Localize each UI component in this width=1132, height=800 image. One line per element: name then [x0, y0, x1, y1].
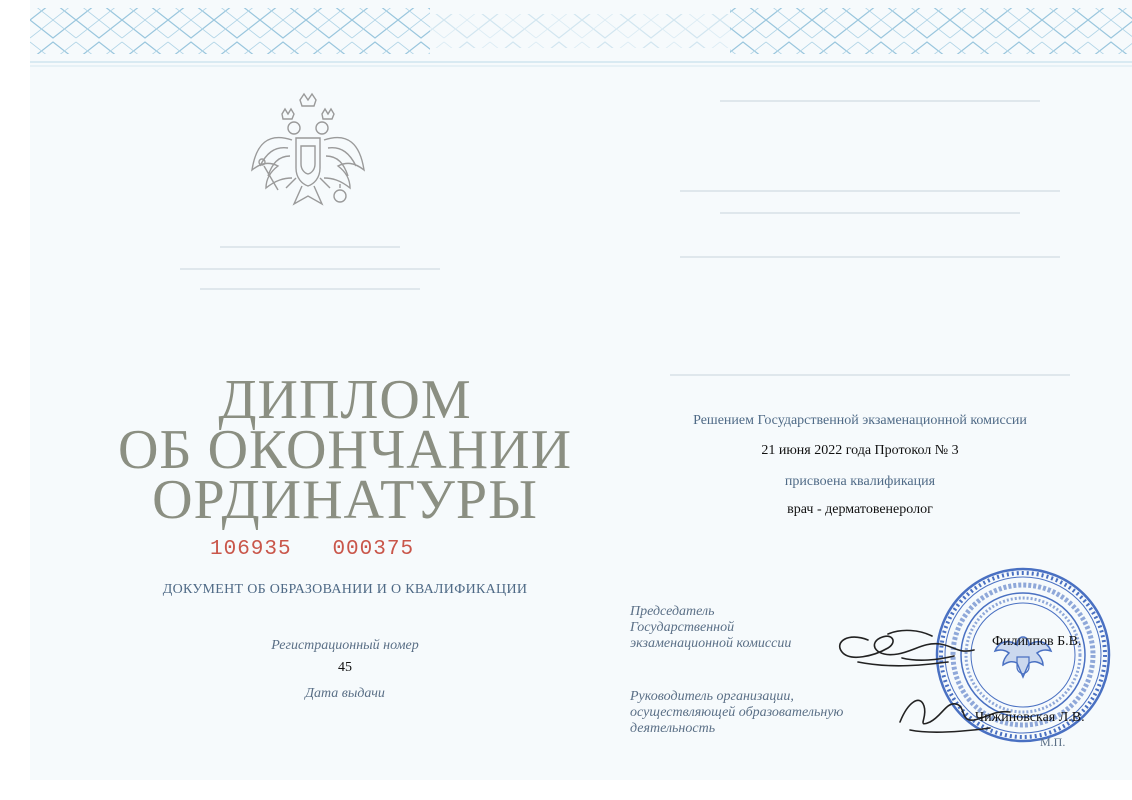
coat-of-arms-icon	[248, 92, 368, 222]
serial-number	[210, 538, 414, 561]
serial-series: 106935	[210, 538, 292, 561]
chairman-label-line3: экзаменационной комиссии	[630, 636, 792, 651]
serial-digits: 000375	[332, 538, 415, 561]
watermark-line	[680, 256, 1060, 258]
watermark-line	[720, 212, 1020, 214]
qualification-assigned-label: присвоена квалификация	[784, 474, 936, 489]
watermark-line	[200, 288, 420, 290]
watermark-line	[220, 246, 400, 248]
chairman-label-line2: Государственной	[630, 620, 735, 635]
watermark-line	[180, 268, 440, 270]
seal-place-mark: М.П.	[1040, 735, 1066, 749]
head-name: Чижиновская Л.В.	[975, 710, 1085, 725]
diploma-title-line1: ДИПЛОМ	[218, 369, 472, 431]
head-label-line3: деятельность	[630, 721, 716, 736]
head-label-line2: осуществляющей образовательную	[630, 705, 844, 720]
commission-decision-text: Решением Государственной экзаменационной комиссии	[693, 413, 1027, 428]
chairman-label-line1: Председатель	[630, 604, 715, 619]
chairman-signature-icon	[828, 618, 998, 678]
protocol-text: 21 июня 2022 года Протокол № 3	[761, 443, 959, 458]
watermark-line	[720, 100, 1040, 102]
qualification-value: врач - дерматовенеролог	[787, 502, 933, 517]
guilloche-border	[30, 0, 1132, 70]
chairman-label	[630, 604, 791, 652]
diploma-title-line3: ОРДИНАТУРЫ	[152, 469, 538, 531]
watermark-line	[670, 374, 1070, 376]
issue-date-label: Дата выдачи	[305, 686, 385, 701]
diploma-document	[30, 0, 1132, 780]
chairman-name: Филиппов Б.В.	[992, 634, 1082, 649]
registration-number-value: 45	[338, 660, 352, 675]
watermark-line	[680, 190, 1060, 192]
head-of-organization-label	[630, 689, 843, 737]
document-type-label: ДОКУМЕНТ ОБ ОБРАЗОВАНИИ И О КВАЛИФИКАЦИИ	[162, 582, 528, 597]
diploma-title-line2: ОБ ОКОНЧАНИИ	[117, 419, 573, 481]
registration-number-label: Регистрационный номер	[271, 638, 419, 653]
head-label-line1: Руководитель организации,	[630, 689, 794, 704]
